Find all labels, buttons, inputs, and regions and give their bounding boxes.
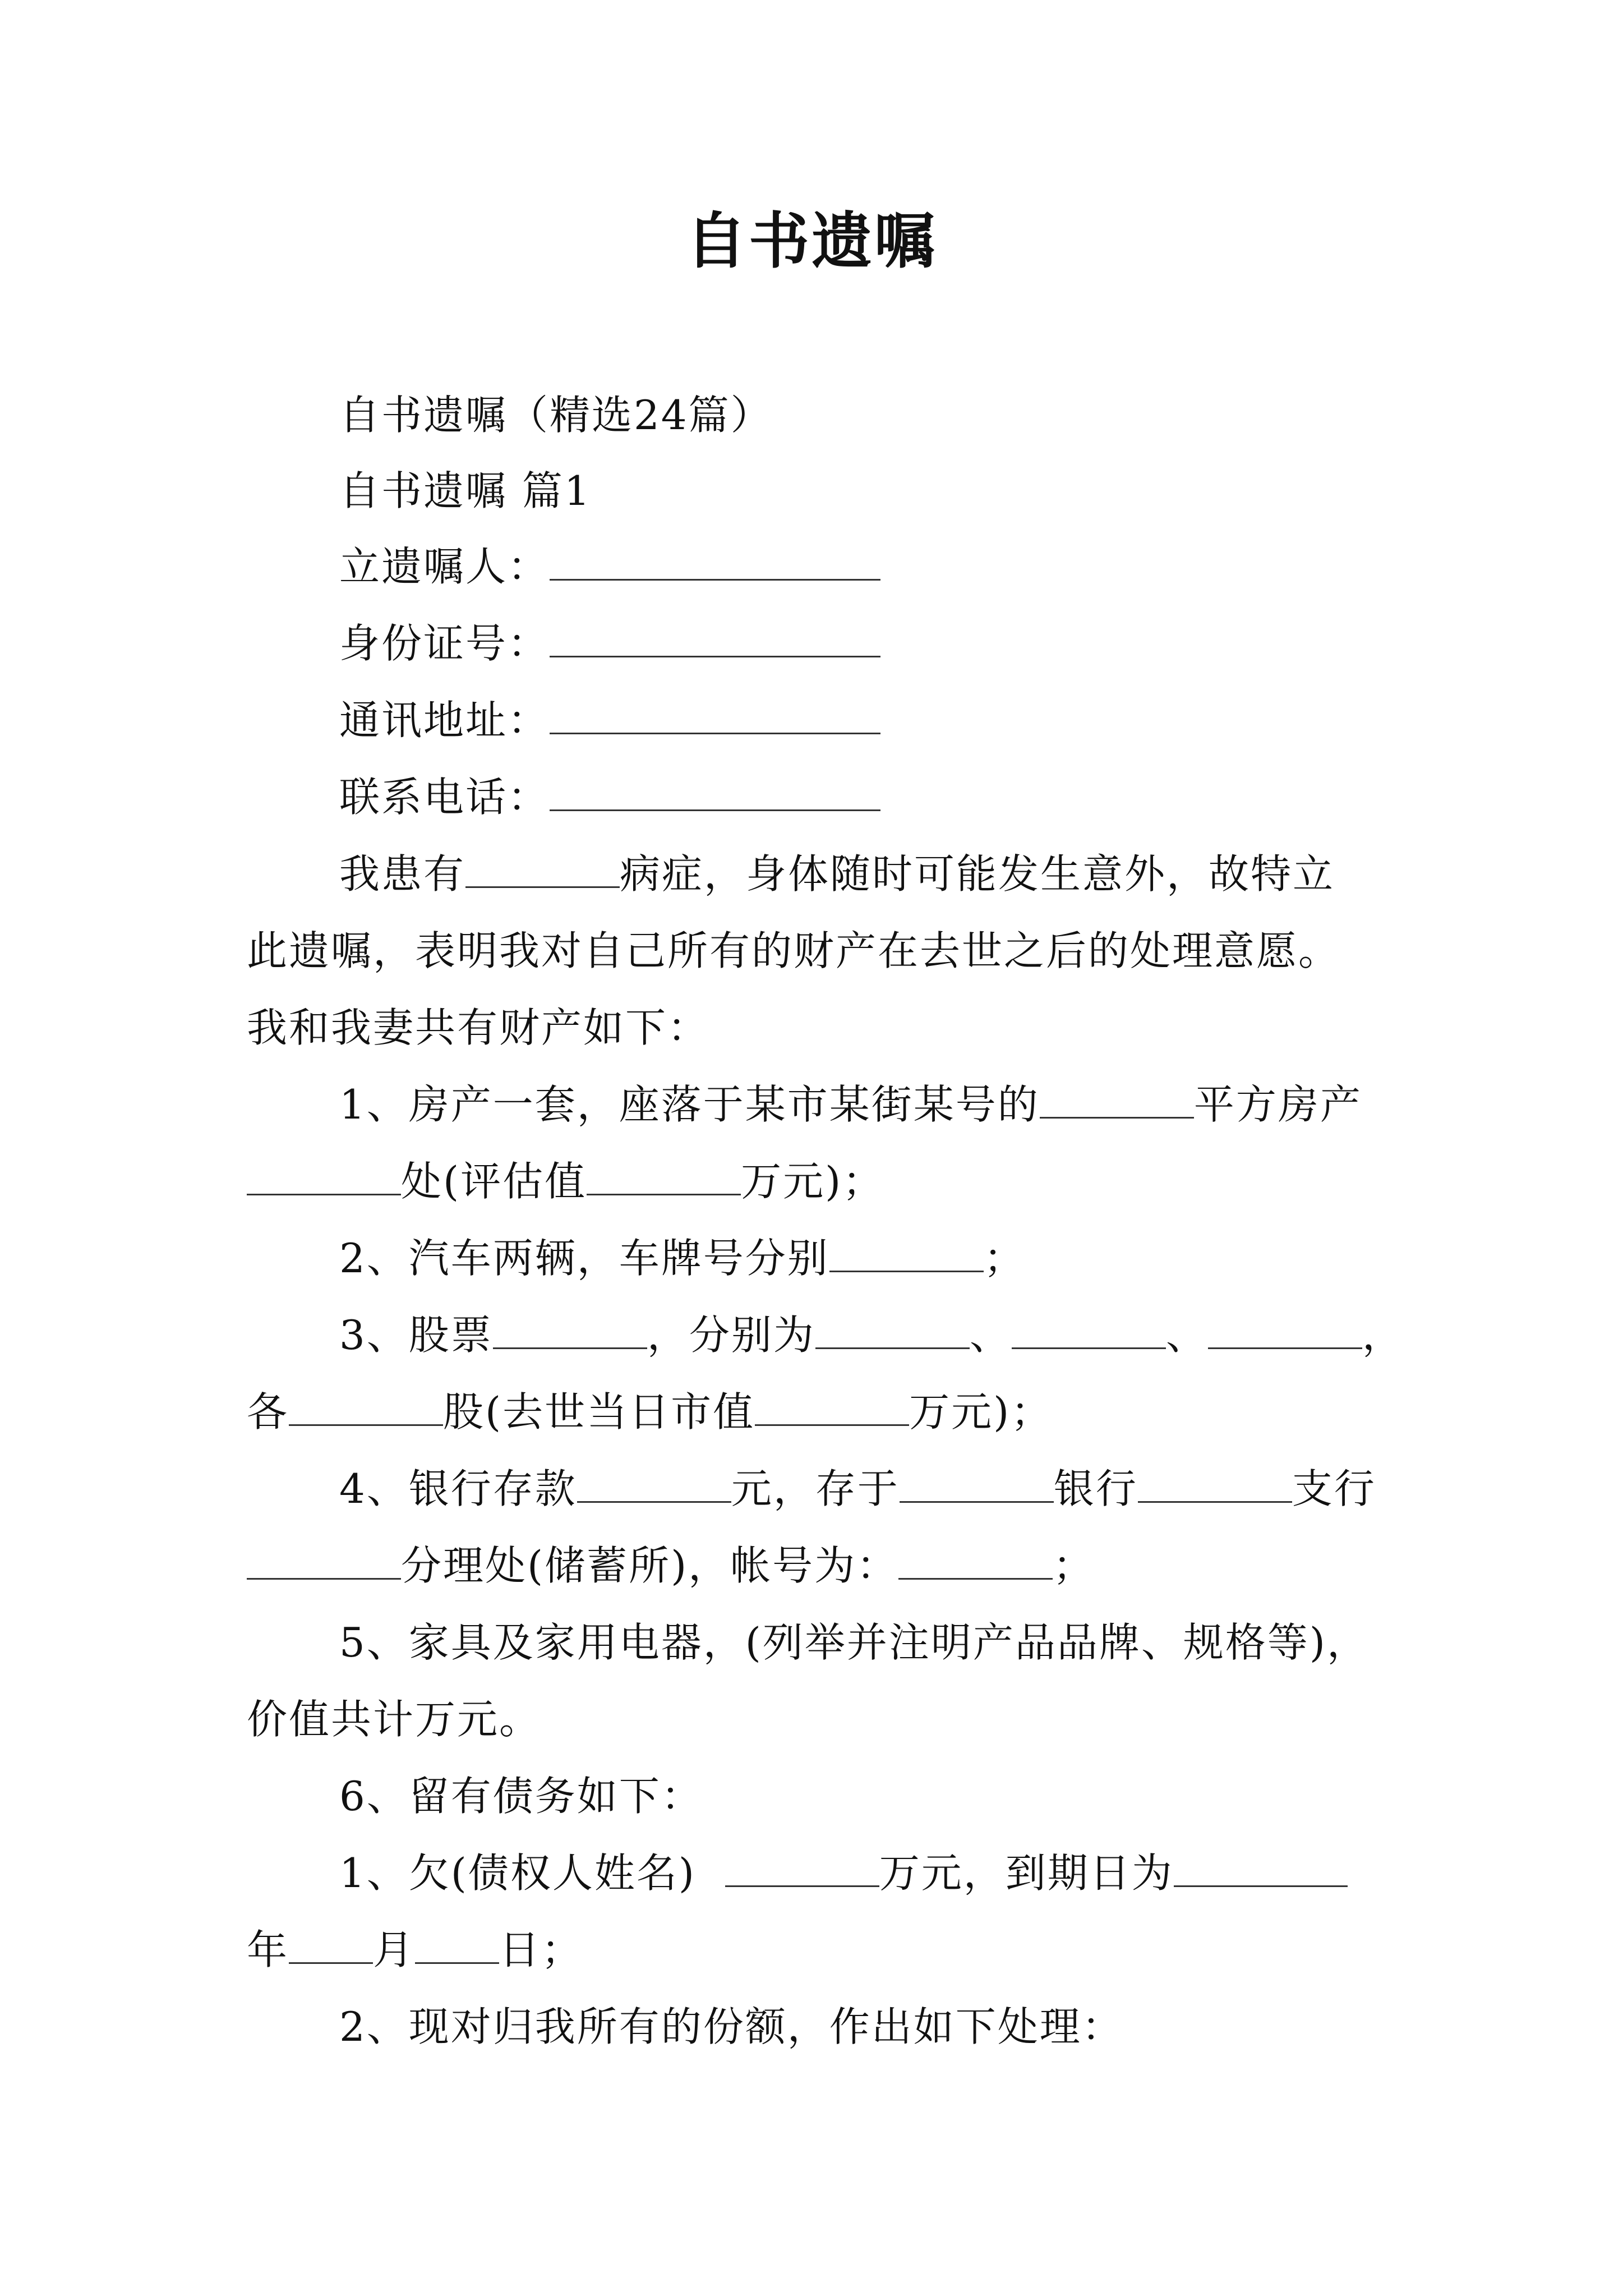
text-run: 我患有 xyxy=(339,850,466,898)
text-run: 3、股票 xyxy=(339,1312,493,1359)
value-blank xyxy=(587,1160,741,1195)
item-4-line xyxy=(247,1538,1095,1594)
text-run: 万元)； xyxy=(741,1158,885,1205)
month-blank xyxy=(289,1929,373,1964)
stock-blank xyxy=(493,1314,647,1349)
text-run: 4、银行存款 xyxy=(339,1465,577,1512)
due-date-blank xyxy=(1174,1852,1348,1887)
item-6-line: 6、留有债务如下： xyxy=(339,1773,703,1820)
market-value-blank xyxy=(755,1391,909,1426)
subtitle: 自书遗嘱（精选24篇） xyxy=(339,392,773,439)
area-blank xyxy=(1040,1083,1194,1119)
text-run: 元，存于 xyxy=(731,1465,900,1512)
item-5-line: 5、家具及家用电器，(列举并注明产品品牌、规格等)， xyxy=(339,1619,1369,1666)
stock-name-blank xyxy=(1208,1314,1362,1349)
text-run: 年 xyxy=(247,1926,289,1973)
sub-branch-blank xyxy=(247,1544,401,1580)
address-field xyxy=(339,692,880,748)
text-run: 1、欠(债权人姓名) xyxy=(339,1849,696,1897)
debt-1-line xyxy=(339,1845,1348,1901)
paragraph-line xyxy=(339,846,1335,902)
text-run: 平方房产 xyxy=(1193,1081,1362,1128)
debt-2-line: 2、现对归我所有的份额，作出如下处理： xyxy=(339,2003,1124,2050)
item-4-line xyxy=(339,1461,1376,1517)
phone-label: 联系电话： xyxy=(339,774,550,821)
text-run: 支行 xyxy=(1292,1465,1376,1512)
item-1-line xyxy=(339,1076,1362,1133)
testator-field xyxy=(339,539,880,595)
branch-blank xyxy=(1138,1467,1292,1503)
stock-name-blank xyxy=(1012,1314,1166,1349)
item-1-line xyxy=(247,1153,884,1209)
illness-blank xyxy=(465,853,620,888)
paragraph-line: 此遗嘱，表明我对自己所有的财产在去世之后的处理意愿。 xyxy=(247,927,1341,974)
address-blank xyxy=(550,699,880,734)
text-run: 、 xyxy=(1165,1312,1208,1359)
text-run: 万元，到期日为 xyxy=(879,1849,1174,1897)
account-blank xyxy=(898,1544,1053,1580)
text-run: ， xyxy=(1362,1312,1404,1359)
paragraph-line: 我和我妻共有财产如下： xyxy=(247,1004,710,1051)
phone-field xyxy=(339,769,880,825)
debt-amount-blank xyxy=(725,1852,879,1887)
text-run: ，分别为 xyxy=(647,1312,815,1359)
section-heading: 自书遗嘱 篇1 xyxy=(339,467,592,514)
text-run: ； xyxy=(1053,1542,1095,1589)
property-count-blank xyxy=(247,1160,401,1195)
testator-label: 立遗嘱人： xyxy=(339,543,550,590)
item-5-line: 价值共计万元。 xyxy=(247,1696,542,1743)
address-label: 通讯地址： xyxy=(339,697,550,744)
item-3-line xyxy=(339,1307,1404,1363)
stock-name-blank xyxy=(815,1314,970,1349)
text-run: 月 xyxy=(373,1926,416,1973)
day-blank xyxy=(415,1929,499,1964)
document-title: 自书遗嘱 xyxy=(685,206,937,277)
text-run: 日； xyxy=(499,1926,584,1973)
debt-1-line xyxy=(247,1922,583,1978)
item-2-line xyxy=(339,1230,1026,1286)
phone-blank xyxy=(550,776,880,811)
text-run: 、 xyxy=(969,1312,1012,1359)
id-number-field xyxy=(339,615,880,671)
text-run: 处(评估值 xyxy=(401,1158,587,1205)
text-run: ； xyxy=(983,1235,1026,1282)
plate-blank xyxy=(829,1237,984,1272)
id-number-label: 身份证号： xyxy=(339,620,550,667)
text-run: 银行 xyxy=(1053,1465,1138,1512)
text-run: 各 xyxy=(247,1388,289,1435)
item-3-line xyxy=(247,1384,1053,1440)
testator-blank xyxy=(550,545,880,581)
text-run: 股(去世当日市值 xyxy=(443,1388,755,1435)
bank-blank xyxy=(900,1467,1054,1503)
deposit-blank xyxy=(577,1467,731,1503)
text-run: 万元)； xyxy=(909,1388,1053,1435)
id-number-blank xyxy=(550,622,880,657)
text-run: 1、房产一套，座落于某市某街某号的 xyxy=(339,1081,1040,1128)
text-run: 分理处(储蓄所)，帐号为： xyxy=(401,1542,899,1589)
text-run: 病症，身体随时可能发生意外，故特立 xyxy=(620,850,1335,898)
share-count-blank xyxy=(289,1391,443,1426)
text-run: 2、汽车两辆，车牌号分别 xyxy=(339,1235,829,1282)
